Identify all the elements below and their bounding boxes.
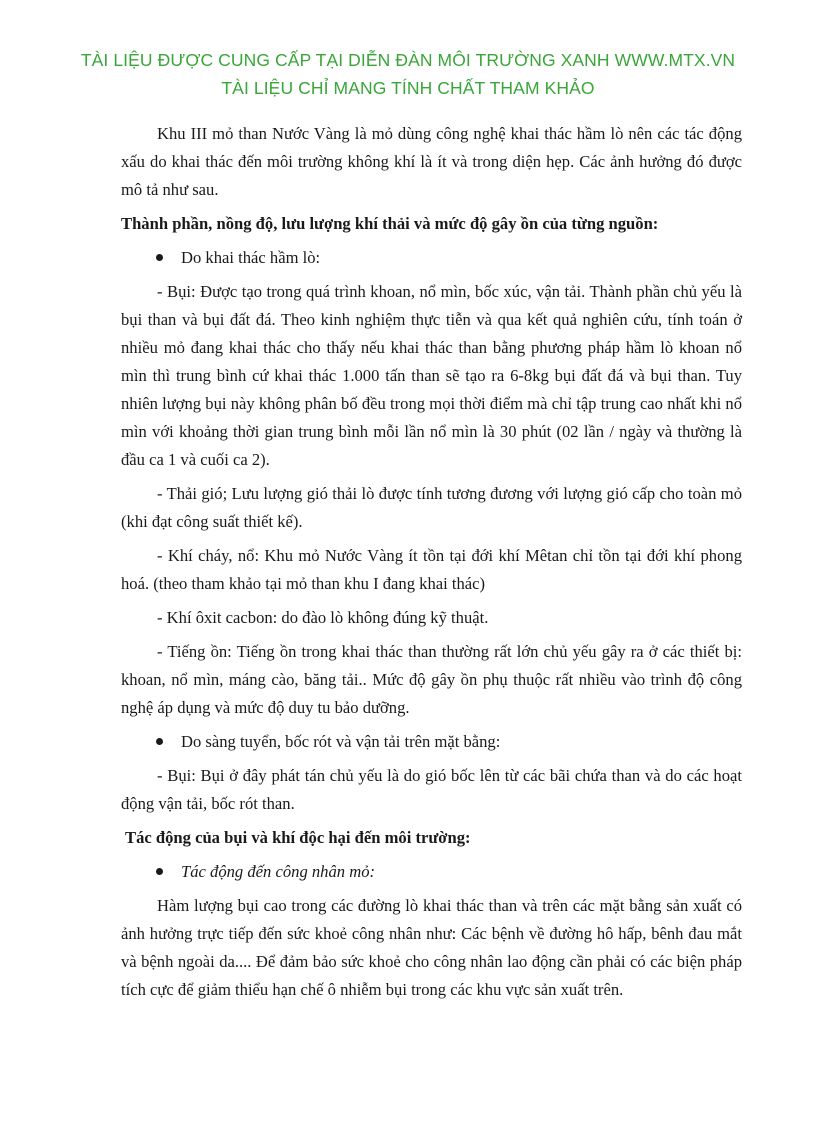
document-body — [121, 120, 742, 1010]
section-heading-impacts: Tác động của bụi và khí độc hại đến môi trường: — [125, 828, 471, 847]
paragraph-surface-dust: - Bụi: Bụi ở đây phát tán chủ yếu là do gió bốc lên từ các bãi chứa than và do các hoạt động vận tải, bốc rót than. — [121, 766, 742, 813]
paragraph-carbon-oxide: - Khí ôxit cacbon: do đào lò không đúng kỹ thuật. — [157, 608, 489, 627]
section-heading-emissions: Thành phần, nồng độ, lưu lượng khí thải và mức độ gây ồn của từng nguồn: — [121, 214, 659, 233]
bullet-surface-operations — [121, 728, 742, 756]
watermark-header — [0, 46, 816, 102]
paragraph-exhaust-air: - Thải gió; Lưu lượng gió thải lò được tính tương đương với lượng gió cấp cho toàn mỏ (khi đạt công suất thiết kế). — [121, 484, 742, 531]
bullet-dot-icon — [156, 868, 163, 875]
intro-paragraph: Khu III mỏ than Nước Vàng là mỏ dùng công nghệ khai thác hầm lò nên các tác động xấu do khai thác đến môi trường không khí là ít và trong diện hẹp. Các ảnh hưởng đó được mô tả như sau. — [121, 124, 742, 199]
paragraph-worker-health: Hàm lượng bụi cao trong các đường lò khai thác than và trên các mặt bằng sản xuất có ảnh hưởng trực tiếp đến sức khoẻ công nhân như: Các bệnh về đường hô hấp, bênh đau mắt và bệnh ngoài da.... Để đảm bảo sức khoẻ cho công nhân lao động cần phải có các biện pháp tích cực để giảm thiểu hạn chế ô nhiễm bụi trong các khu vực sản xuất trên. — [121, 896, 742, 999]
bullet-text: Tác động đến công nhân mỏ: — [181, 862, 376, 881]
bullet-dot-icon — [156, 254, 163, 261]
bullet-text: Do khai thác hầm lò: — [181, 248, 321, 267]
paragraph-flammable-gas: - Khí cháy, nổ: Khu mỏ Nước Vàng ít tồn tại đới khí Mêtan chỉ tồn tại đới khí phong hoá. (theo tham khảo tại mỏ than khu I đang khai thác) — [121, 546, 742, 593]
paragraph-noise: - Tiếng ồn: Tiếng ồn trong khai thác than thường rất lớn chủ yếu gây ra ở các thiết bị: khoan, nổ mìn, máng cào, băng tải.. Mức độ gây ồn phụ thuộc rất nhiều vào trình độ công nghệ áp dụng và mức độ duy tu bảo dưỡng. — [121, 642, 742, 717]
watermark-line-1: TÀI LIỆU ĐƯỢC CUNG CẤP TẠI DIỄN ĐÀN MÔI TRƯỜNG XANH WWW.MTX.VN — [80, 50, 736, 70]
watermark-line-2: TÀI LIỆU CHỈ MANG TÍNH CHẤT THAM KHẢO — [221, 78, 595, 98]
bullet-text: Do sàng tuyển, bốc rót và vận tải trên mặt bằng: — [181, 732, 501, 751]
paragraph-dust: - Bụi: Được tạo trong quá trình khoan, nổ mìn, bốc xúc, vận tải. Thành phần chủ yếu là bụi than và bụi đất đá. Theo kinh nghiệm thực tiễn và qua kết quả nghiên cứu, tính toán ở nhiều mỏ đang khai thác cho thấy nếu khai thác than bằng phương pháp hầm lò khoan nổ mìn thì trung bình cứ khai thác 1.000 tấn than sẽ tạo ra 6-8kg bụi đất đá và bụi than. Tuy nhiên lượng bụi này không phân bố đều trong mọi thời điểm mà chỉ tập trung cao nhất khi nổ mìn với khoảng thời gian trung bình mỗi lần nổ mìn là 30 phút (02 lần / ngày và thường là đầu ca 1 và cuối ca 2). — [121, 282, 742, 469]
bullet-worker-impact — [121, 858, 742, 886]
bullet-underground-mining — [121, 244, 742, 272]
bullet-dot-icon — [156, 738, 163, 745]
